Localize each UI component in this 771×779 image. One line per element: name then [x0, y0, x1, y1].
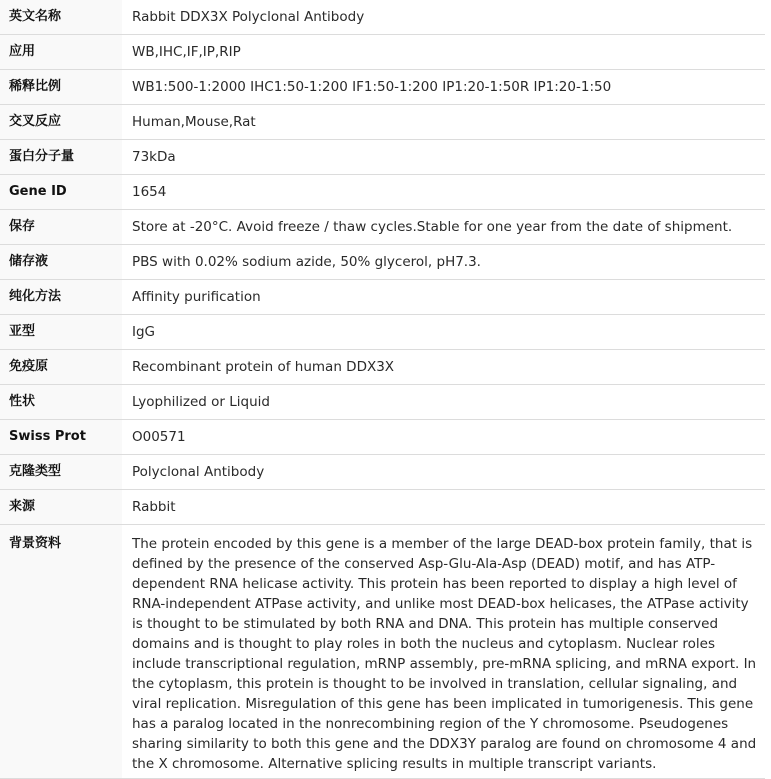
row-value: Affinity purification — [122, 280, 765, 315]
row-storage — [0, 210, 765, 245]
row-label: 英文名称 — [0, 0, 122, 35]
row-label: 纯化方法 — [0, 280, 122, 315]
row-value: Recombinant protein of human DDX3X — [122, 350, 765, 385]
row-label: 免疫原 — [0, 350, 122, 385]
row-purification — [0, 280, 765, 315]
row-isotype — [0, 315, 765, 350]
row-label: 克隆类型 — [0, 455, 122, 490]
row-value: Rabbit DDX3X Polyclonal Antibody — [122, 0, 765, 35]
row-clonality — [0, 455, 765, 490]
row-molecular-weight — [0, 140, 765, 175]
row-background — [0, 525, 765, 779]
row-label: 背景资料 — [0, 525, 122, 779]
row-form — [0, 385, 765, 420]
row-value: Lyophilized or Liquid — [122, 385, 765, 420]
row-value: WB,IHC,IF,IP,RIP — [122, 35, 765, 70]
row-label: 性状 — [0, 385, 122, 420]
row-value: 1654 — [122, 175, 765, 210]
background-text: The protein encoded by this gene is a member of the large DEAD-box protein family, that is defined by the presence of the conserved Asp-Glu-Ala-Asp (DEAD) motif, and has ATP-dependent RNA helicase activity. This protein has been reported to display a high level of RNA-independent ATPase activity, and unlike most DEAD-box helicases, the ATPase activity is thought to be stimulated by both RNA and DNA. This protein has multiple conserved domains and is thought to play roles in both the nucleus and cytoplasm. Nuclear roles include transcriptional regulation, mRNP assembly, pre-mRNA splicing, and mRNA export. In the cytoplasm, this protein is thought to be involved in translation, cellular signaling, and viral replication. Misregulation of this gene has been implicated in tumorigenesis. This gene has a paralog located in the nonrecombining region of the Y chromosome. Pseudogenes sharing similarity to both this gene and the DDX3Y paralog are found on chromosome 4 and the X chromosome. Alternative splicing results in multiple transcript variants. — [122, 525, 765, 779]
row-value: WB1:500-1:2000 IHC1:50-1:200 IF1:50-1:200 IP1:20-1:50R IP1:20-1:50 — [122, 70, 765, 105]
row-gene-id — [0, 175, 765, 210]
row-label: 来源 — [0, 490, 122, 525]
row-value: IgG — [122, 315, 765, 350]
row-swiss-prot — [0, 420, 765, 455]
row-label: Gene ID — [0, 175, 122, 210]
row-value: PBS with 0.02% sodium azide, 50% glycerol, pH7.3. — [122, 245, 765, 280]
row-label: Swiss Prot — [0, 420, 122, 455]
row-value: Rabbit — [122, 490, 765, 525]
row-value: O00571 — [122, 420, 765, 455]
row-cross-reactivity — [0, 105, 765, 140]
row-label: 亚型 — [0, 315, 122, 350]
row-label: 储存液 — [0, 245, 122, 280]
row-value: Store at -20°C. Avoid freeze / thaw cycles.Stable for one year from the date of shipment. — [122, 210, 765, 245]
row-application — [0, 35, 765, 70]
row-label: 应用 — [0, 35, 122, 70]
row-dilution — [0, 70, 765, 105]
row-immunogen — [0, 350, 765, 385]
row-english-name — [0, 0, 765, 35]
row-label: 稀释比例 — [0, 70, 122, 105]
row-label: 蛋白分子量 — [0, 140, 122, 175]
row-value: Polyclonal Antibody — [122, 455, 765, 490]
row-storage-buffer — [0, 245, 765, 280]
row-label: 交叉反应 — [0, 105, 122, 140]
row-label: 保存 — [0, 210, 122, 245]
row-host — [0, 490, 765, 525]
row-value: 73kDa — [122, 140, 765, 175]
row-value: Human,Mouse,Rat — [122, 105, 765, 140]
